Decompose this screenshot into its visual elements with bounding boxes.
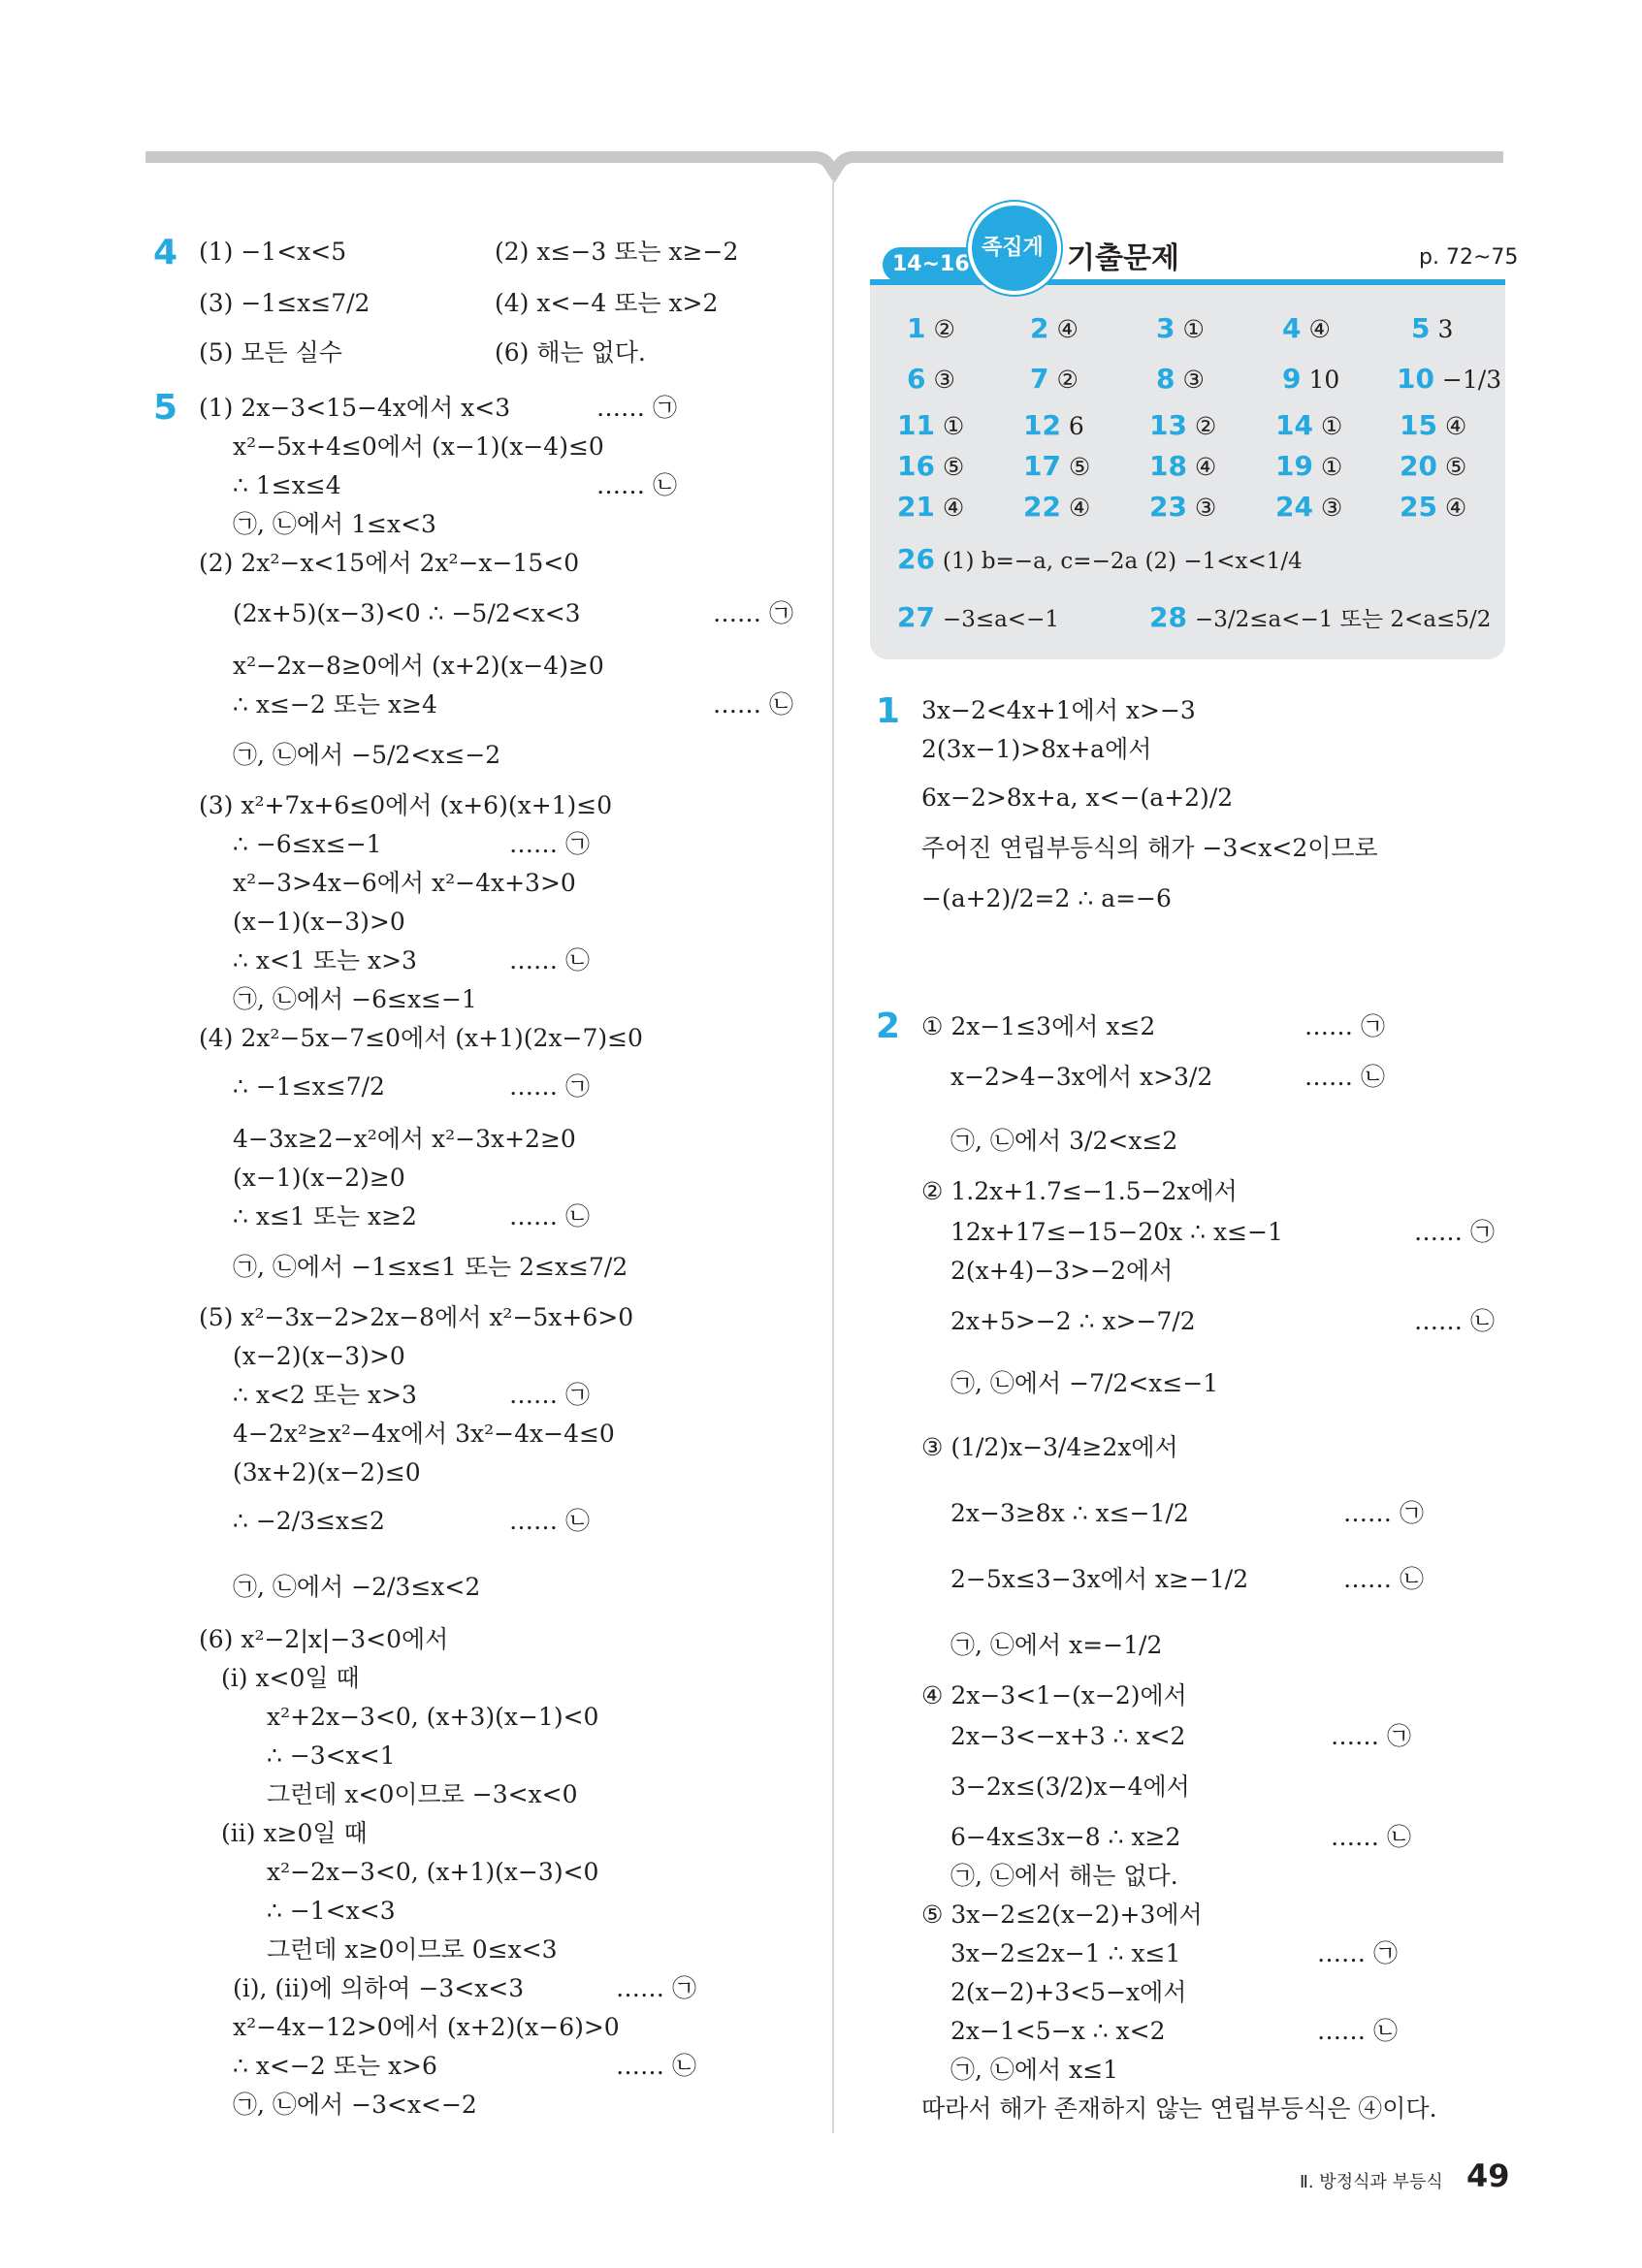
answer-number: 11 <box>897 409 935 441</box>
q5-line: ∴ x<1 또는 x>3 <box>233 946 417 974</box>
answer-value: ③ <box>1194 494 1217 522</box>
marker-nieun: …… ㉡ <box>1304 1063 1385 1091</box>
q2-line: 6−4x≤3x−8 ∴ x≥2 <box>950 1823 1181 1851</box>
answer-28 <box>1149 601 1491 633</box>
answer-4 <box>1282 312 1331 344</box>
marker-nieun: …… ㉡ <box>1343 1565 1424 1593</box>
answer-number: 17 <box>1023 450 1061 482</box>
q5-line: x²−3>4x−6에서 x²−4x+3>0 <box>233 869 576 897</box>
question-number-2: 2 <box>876 1006 901 1046</box>
q5-line: 4−3x≥2−x²에서 x²−3x+2≥0 <box>233 1125 576 1153</box>
answer-value: ③ <box>933 366 955 394</box>
answer-number: 25 <box>1400 491 1437 523</box>
q5-line: x²−4x−12>0에서 (x+2)(x−6)>0 <box>233 2013 620 2041</box>
answer-number: 19 <box>1275 450 1313 482</box>
q5-line: (ⅰ), (ⅱ)에 의하여 −3<x<3 <box>233 1974 525 2002</box>
answer-value: −3≤a<−1 <box>942 607 1059 632</box>
answer-number: 24 <box>1275 491 1313 523</box>
answer-16 <box>897 450 964 482</box>
answer-number: 15 <box>1400 409 1437 441</box>
q1-line: 주어진 연립부등식의 해가 −3<x<2이므로 <box>921 834 1378 862</box>
answer-number: 2 <box>1030 312 1049 344</box>
answer-value: ③ <box>1320 494 1343 522</box>
q5-line: x²+2x−3<0, (x+3)(x−1)<0 <box>267 1703 599 1731</box>
answer-13 <box>1149 409 1216 441</box>
answer-value: ④ <box>1308 315 1331 343</box>
marker-giyeok: …… ㉠ <box>509 830 590 858</box>
answer-number: 1 <box>907 312 926 344</box>
q5-line: (x−1)(x−3)>0 <box>233 908 405 936</box>
answer-10 <box>1397 363 1501 395</box>
q4-item-6: (6) 해는 없다. <box>495 338 646 367</box>
answer-17 <box>1023 450 1090 482</box>
answer-number: 5 <box>1411 312 1431 344</box>
answer-19 <box>1275 450 1342 482</box>
q5-line: (2) 2x²−x<15에서 2x²−x−15<0 <box>199 549 580 577</box>
answer-value: ③ <box>1182 366 1205 394</box>
q2-line: ② 1.2x+1.7≤−1.5−2x에서 <box>921 1177 1238 1205</box>
q2-line: ㉠, ㉡에서 3/2<x≤2 <box>950 1127 1178 1155</box>
q2-line: ① 2x−1≤3에서 x≤2 <box>921 1012 1156 1040</box>
chapter-label: Ⅱ. 방정식과 부등식 <box>1300 2172 1443 2192</box>
answer-number: 16 <box>897 450 935 482</box>
answer-14 <box>1275 409 1342 441</box>
q5-line: 그런데 x≥0이므로 0≤x<3 <box>267 1935 558 1964</box>
q2-line: ㉠, ㉡에서 해는 없다. <box>950 1862 1178 1890</box>
q1-line: −(a+2)/2=2 ∴ a=−6 <box>921 884 1172 912</box>
answer-1 <box>907 312 955 344</box>
q5-line: (1) 2x−3<15−4x에서 x<3 <box>199 394 511 422</box>
marker-giyeok: …… ㉠ <box>616 1974 696 2002</box>
q5-line: 4−2x²≥x²−4x에서 3x²−4x−4≤0 <box>233 1420 615 1448</box>
answer-value: ④ <box>1444 412 1467 440</box>
marker-nieun: …… ㉡ <box>1317 2017 1398 2045</box>
q2-line: 2x−3<−x+3 ∴ x<2 <box>950 1722 1186 1750</box>
answer-6 <box>907 363 955 395</box>
q5-line: ∴ x<2 또는 x>3 <box>233 1381 417 1409</box>
answer-value: ① <box>1320 453 1343 481</box>
answer-number: 9 <box>1282 363 1302 395</box>
q2-line: ③ (1/2)x−3/4≥2x에서 <box>921 1433 1178 1461</box>
answer-3 <box>1156 312 1205 344</box>
q5-line: ∴ −1≤x≤7/2 <box>233 1072 385 1101</box>
marker-nieun: …… ㉡ <box>509 1202 590 1230</box>
marker-giyeok: …… ㉠ <box>713 599 793 627</box>
answer-value: ⑤ <box>1068 453 1091 481</box>
marker-nieun: …… ㉡ <box>1414 1307 1495 1335</box>
q2-line: 2x−3≥8x ∴ x≤−1/2 <box>950 1499 1189 1527</box>
q5-line: x²−5x+4≤0에서 (x−1)(x−4)≤0 <box>233 432 604 461</box>
answer-12 <box>1023 409 1084 441</box>
q5-line: ㉠, ㉡에서 1≤x<3 <box>233 510 436 538</box>
marker-nieun: …… ㉡ <box>509 1507 590 1535</box>
answer-24 <box>1275 491 1342 523</box>
answer-11 <box>897 409 964 441</box>
question-number-4: 4 <box>153 233 178 272</box>
q2-line: 2(x−2)+3<5−x에서 <box>950 1978 1187 2006</box>
answer-value: ④ <box>1068 494 1091 522</box>
q5-line: x²−2x−3<0, (x+1)(x−3)<0 <box>267 1858 599 1886</box>
q5-line: (3x+2)(x−2)≤0 <box>233 1458 421 1486</box>
marker-giyeok: …… ㉠ <box>1304 1012 1385 1040</box>
answer-5 <box>1411 312 1453 344</box>
q5-line: ㉠, ㉡에서 −6≤x≤−1 <box>233 985 477 1013</box>
answer-value: 10 <box>1308 366 1340 394</box>
q5-line: ∴ −6≤x≤−1 <box>233 830 382 858</box>
answer-value: ④ <box>1056 315 1079 343</box>
question-number-5: 5 <box>153 388 178 428</box>
q5-line: (ⅰ) x<0일 때 <box>221 1664 360 1692</box>
q5-line: x²−2x−8≥0에서 (x+2)(x−4)≥0 <box>233 652 604 680</box>
answer-number: 6 <box>907 363 926 395</box>
q5-line: ∴ −1<x<3 <box>267 1897 396 1925</box>
q5-line: ㉠, ㉡에서 −2/3≤x<2 <box>233 1573 481 1601</box>
q1-line: 2(3x−1)>8x+a에서 <box>921 735 1152 763</box>
q2-line: ④ 2x−3<1−(x−2)에서 <box>921 1681 1187 1709</box>
q5-line: 그런데 x<0이므로 −3<x<0 <box>267 1780 578 1808</box>
marker-nieun: …… ㉡ <box>616 2052 696 2080</box>
answer-value: ② <box>1194 412 1217 440</box>
answer-9 <box>1282 363 1339 395</box>
answer-value: ④ <box>942 494 965 522</box>
answer-number: 22 <box>1023 491 1061 523</box>
column-divider <box>832 179 834 2133</box>
q5-line: ㉠, ㉡에서 −5/2<x≤−2 <box>233 741 501 769</box>
q5-line: (ⅱ) x≥0일 때 <box>221 1819 368 1847</box>
answer-7 <box>1030 363 1079 395</box>
q2-line: 3x−2≤2x−1 ∴ x≤1 <box>950 1939 1181 1967</box>
answer-value: ⑤ <box>1444 453 1467 481</box>
answer-value: ① <box>942 412 965 440</box>
answer-number: 27 <box>897 601 935 633</box>
answer-23 <box>1149 491 1216 523</box>
answer-value: −1/3 <box>1441 366 1502 394</box>
answer-value: 6 <box>1068 412 1084 440</box>
marker-giyeok: …… ㉠ <box>1317 1939 1398 1967</box>
q5-line: ∴ 1≤x≤4 <box>233 471 341 499</box>
answer-number: 4 <box>1282 312 1302 344</box>
q5-line: ㉠, ㉡에서 −3<x<−2 <box>233 2091 477 2119</box>
q5-line: (x−1)(x−2)≥0 <box>233 1164 405 1192</box>
q2-line: x−2>4−3x에서 x>3/2 <box>950 1063 1213 1091</box>
marker-nieun: …… ㉡ <box>596 471 677 499</box>
q5-line: (5) x²−3x−2>2x−8에서 x²−5x+6>0 <box>199 1303 634 1331</box>
answer-21 <box>897 491 964 523</box>
q5-line: (x−2)(x−3)>0 <box>233 1342 405 1370</box>
answer-number: 20 <box>1400 450 1437 482</box>
answer-value: −3/2≤a<−1 또는 2<a≤5/2 <box>1194 607 1492 632</box>
q2-line: 3−2x≤(3/2)x−4에서 <box>950 1773 1190 1801</box>
badge-range-text: 14~16 <box>892 252 970 276</box>
answer-number: 14 <box>1275 409 1313 441</box>
answer-26 <box>897 543 1303 575</box>
q2-line: 2x+5>−2 ∴ x>−7/2 <box>950 1307 1196 1335</box>
answer-number: 7 <box>1030 363 1049 395</box>
top-rule <box>145 144 1503 182</box>
page-reference: p. 72~75 <box>1419 245 1519 270</box>
q2-line: 2−5x≤3−3x에서 x≥−1/2 <box>950 1565 1249 1593</box>
q2-line: 2(x+4)−3>−2에서 <box>950 1257 1174 1285</box>
q1-line: 3x−2<4x+1에서 x>−3 <box>921 696 1196 724</box>
q5-line: (2x+5)(x−3)<0 ∴ −5/2<x<3 <box>233 599 581 627</box>
answer-value: (1) b=−a, c=−2a (2) −1<x<1/4 <box>942 549 1303 574</box>
answer-number: 18 <box>1149 450 1187 482</box>
answer-20 <box>1400 450 1466 482</box>
marker-nieun: …… ㉡ <box>1331 1823 1411 1851</box>
answer-27 <box>897 601 1059 633</box>
q2-line: ⑤ 3x−2≤2(x−2)+3에서 <box>921 1901 1203 1929</box>
q4-item-5: (5) 모든 실수 <box>199 338 342 367</box>
marker-giyeok: …… ㉠ <box>1343 1499 1424 1527</box>
marker-giyeok: …… ㉠ <box>509 1072 590 1101</box>
q4-item-1: (1) −1<x<5 <box>199 238 347 266</box>
q4-item-2: (2) x≤−3 또는 x≥−2 <box>495 238 739 266</box>
q4-item-4: (4) x<−4 또는 x>2 <box>495 289 719 317</box>
answer-25 <box>1400 491 1466 523</box>
answer-22 <box>1023 491 1090 523</box>
q2-line: ㉠, ㉡에서 x≤1 <box>950 2056 1119 2084</box>
answer-number: 13 <box>1149 409 1187 441</box>
q2-conclusion: 따라서 해가 존재하지 않는 연립부등식은 ④이다. <box>921 2094 1437 2123</box>
q2-line: ㉠, ㉡에서 x=−1/2 <box>950 1631 1163 1659</box>
marker-nieun: …… ㉡ <box>509 946 590 974</box>
answer-18 <box>1149 450 1216 482</box>
answer-number: 12 <box>1023 409 1061 441</box>
answer-value: ② <box>933 315 955 343</box>
q2-line: ㉠, ㉡에서 −7/2<x≤−1 <box>950 1369 1219 1397</box>
marker-giyeok: …… ㉠ <box>1331 1722 1411 1750</box>
badge-title: 족집게 <box>982 236 1044 260</box>
q5-line: (4) 2x²−5x−7≤0에서 (x+1)(2x−7)≤0 <box>199 1024 643 1052</box>
answer-value: ① <box>1320 412 1343 440</box>
q5-line: ∴ x<−2 또는 x>6 <box>233 2052 437 2080</box>
answer-value: ④ <box>1194 453 1217 481</box>
q2-line: 2x−1<5−x ∴ x<2 <box>950 2017 1166 2045</box>
answer-number: 26 <box>897 543 935 575</box>
q4-item-3: (3) −1≤x≤7/2 <box>199 289 370 317</box>
answer-value: 3 <box>1437 315 1454 343</box>
q5-line: ∴ x≤1 또는 x≥2 <box>233 1202 417 1230</box>
answer-number: 3 <box>1156 312 1175 344</box>
page-number: 49 <box>1466 2157 1510 2194</box>
q1-line: 6x−2>8x+a, x<−(a+2)/2 <box>921 783 1234 812</box>
q5-line: (6) x²−2|x|−3<0에서 <box>199 1625 449 1653</box>
answer-15 <box>1400 409 1466 441</box>
q5-line: ∴ −2/3≤x≤2 <box>233 1507 385 1535</box>
q5-line: ∴ x≤−2 또는 x≥4 <box>233 690 437 719</box>
answer-value: ② <box>1056 366 1079 394</box>
answer-value: ④ <box>1444 494 1467 522</box>
answer-number: 8 <box>1156 363 1175 395</box>
answer-8 <box>1156 363 1205 395</box>
answer-number: 10 <box>1397 363 1434 395</box>
q2-line: 12x+17≤−15−20x ∴ x≤−1 <box>950 1218 1283 1246</box>
answer-number: 23 <box>1149 491 1187 523</box>
q5-line: (3) x²+7x+6≤0에서 (x+6)(x+1)≤0 <box>199 791 613 819</box>
q5-line: ㉠, ㉡에서 −1≤x≤1 또는 2≤x≤7/2 <box>233 1253 628 1281</box>
marker-giyeok: …… ㉠ <box>1414 1218 1495 1246</box>
section-title: 기출문제 <box>1067 241 1179 275</box>
marker-nieun: …… ㉡ <box>713 690 793 719</box>
answer-number: 28 <box>1149 601 1187 633</box>
marker-giyeok: …… ㉠ <box>596 394 677 422</box>
q5-line: ∴ −3<x<1 <box>267 1741 396 1770</box>
answer-2 <box>1030 312 1079 344</box>
answer-value: ① <box>1182 315 1205 343</box>
question-number-1: 1 <box>876 691 901 731</box>
marker-giyeok: …… ㉠ <box>509 1381 590 1409</box>
answer-number: 21 <box>897 491 935 523</box>
answer-value: ⑤ <box>942 453 965 481</box>
